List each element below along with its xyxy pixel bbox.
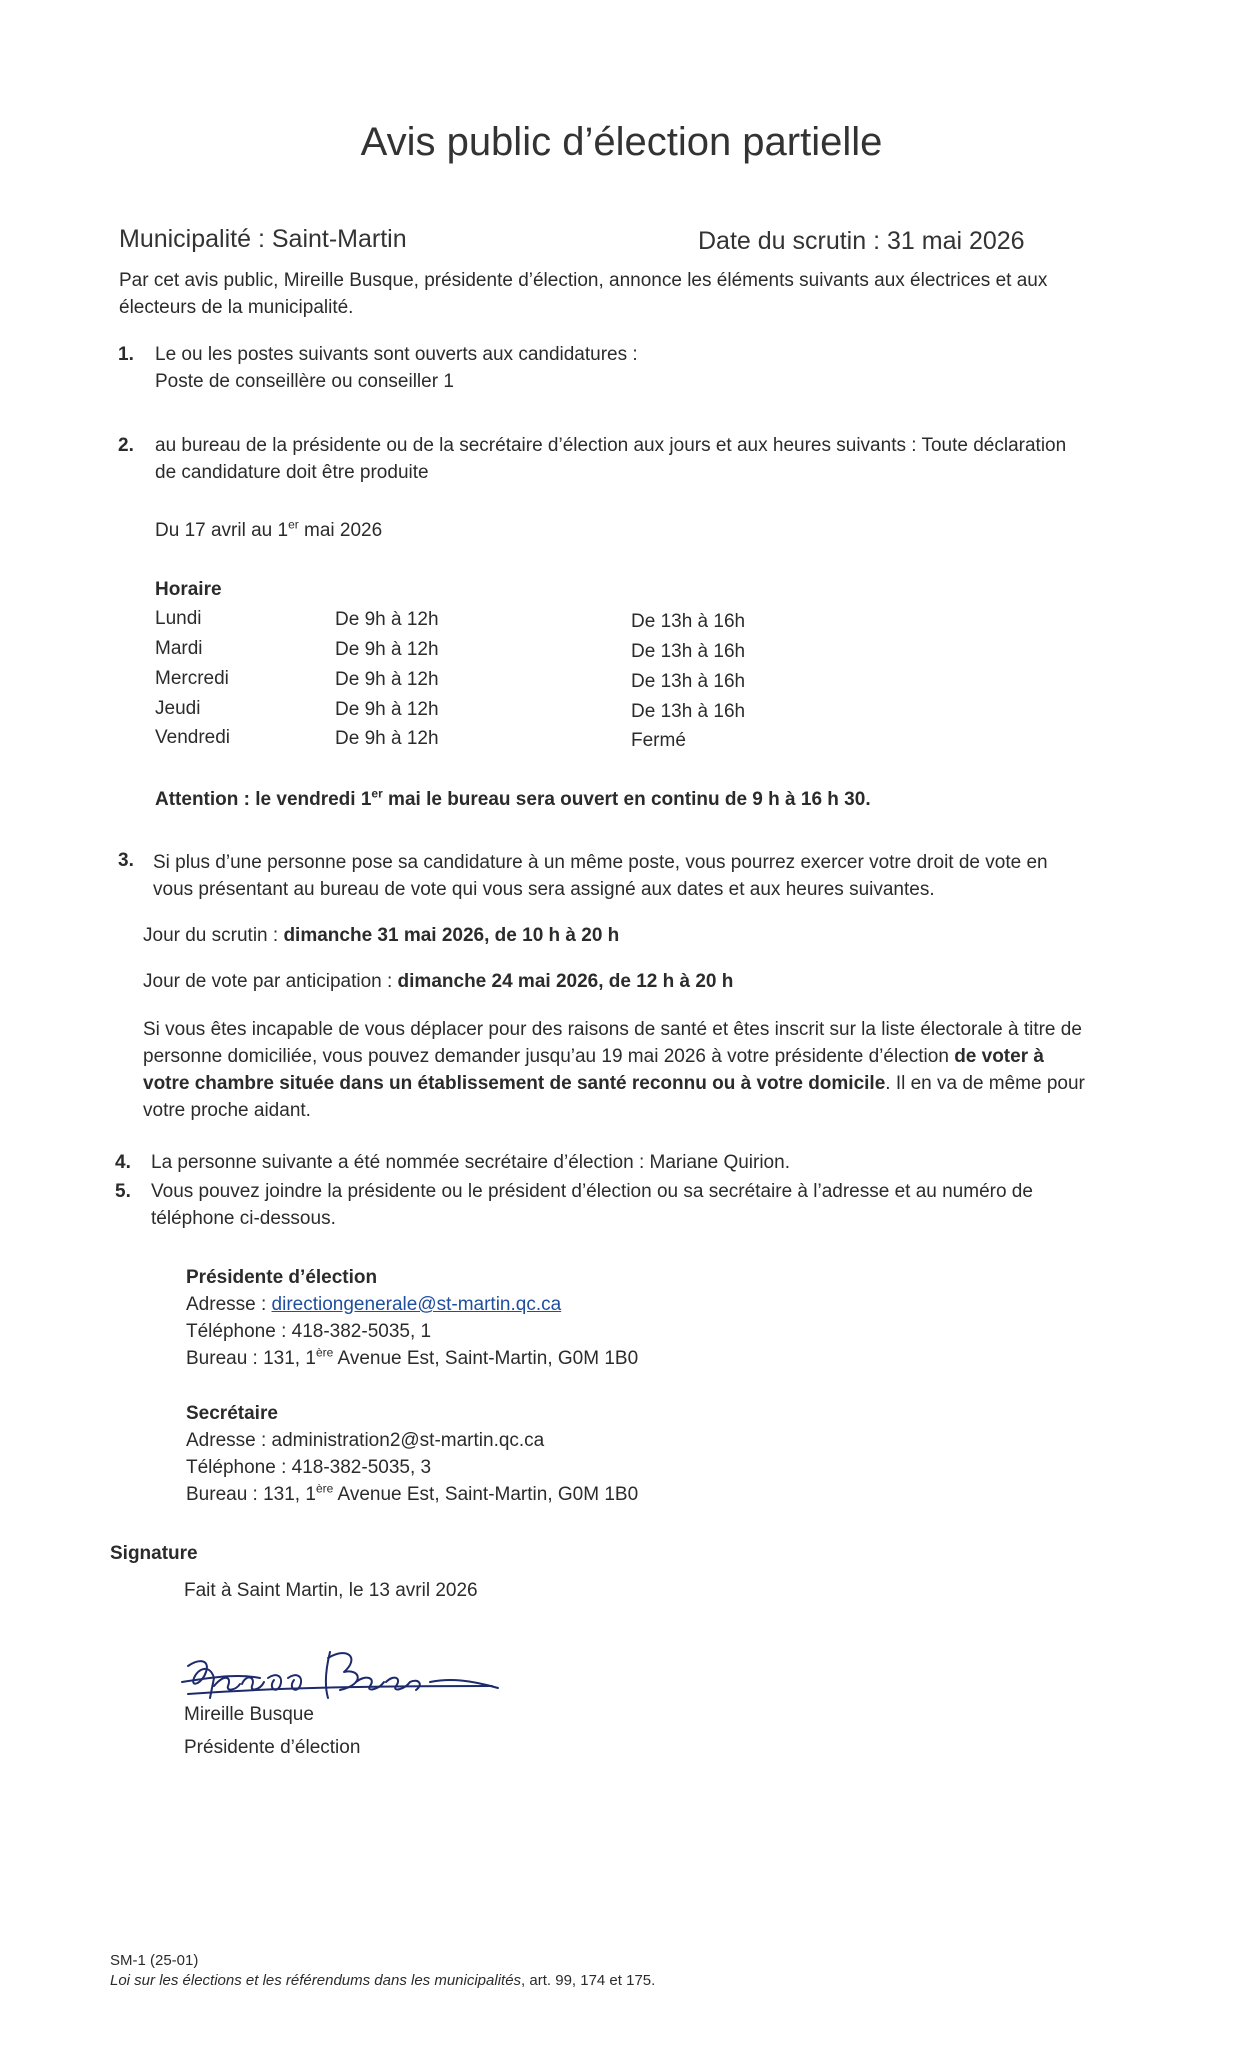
secretaire-office-superscript: ère: [315, 1481, 334, 1496]
presidente-office-suffix: Avenue Est, Saint-Martin, G0M 1B0: [333, 1348, 639, 1369]
anticipation-day: [143, 968, 733, 995]
schedule-morning: De 9h à 12h: [335, 728, 439, 749]
presidente-address: [186, 1291, 561, 1318]
schedule-afternoon: De 13h à 16h: [631, 641, 746, 662]
health-paragraph-line-1: Si vous êtes incapable de vous déplacer pour des raisons de santé et êtes inscrit sur la liste électorale à titre de: [143, 1019, 1082, 1040]
item-3-line-2: vous présentant au bureau de vote qui vous sera assigné aux dates et aux heures suivantes.: [153, 879, 935, 900]
law-title: Loi sur les élections et les référendums dans les municipalités: [110, 1972, 522, 1989]
form-code: SM-1 (25-01): [110, 1952, 199, 1969]
schedule-morning: De 9h à 12h: [335, 699, 439, 720]
schedule-day: Mardi: [155, 638, 203, 659]
item-1-line-2: Poste de conseillère ou conseiller 1: [155, 371, 454, 392]
scrutin-value: dimanche 31 mai 2026, de 10 h à 20 h: [283, 925, 620, 946]
secretaire-address: Adresse : administration2@st-martin.qc.ca: [186, 1430, 545, 1451]
schedule-afternoon: De 13h à 16h: [631, 611, 746, 632]
schedule-morning: De 9h à 12h: [335, 639, 439, 660]
schedule-day: Mercredi: [155, 668, 229, 689]
item-5-line-1: Vous pouvez joindre la présidente ou le président d’élection ou sa secrétaire à l’adresse et au numéro de: [151, 1181, 1033, 1202]
schedule-day: Vendredi: [155, 727, 231, 748]
presidente-title: Présidente d’élection: [186, 1267, 378, 1288]
secretaire-office-prefix: Bureau : 131, 1: [186, 1484, 316, 1505]
presidente-office-prefix: Bureau : 131, 1: [186, 1348, 316, 1369]
item-5-number: 5.: [115, 1181, 131, 1202]
presidente-address-label: Adresse :: [186, 1294, 272, 1315]
schedule-afternoon: De 13h à 16h: [631, 701, 746, 722]
scrutin-label: Jour du scrutin :: [143, 925, 284, 946]
period-suffix: mai 2026: [298, 520, 383, 541]
item-1-number: 1.: [118, 344, 134, 365]
municipality-line: [119, 223, 407, 255]
item-1-line-1: Le ou les postes suivants sont ouverts aux candidatures :: [155, 344, 638, 365]
item-5-line-2: téléphone ci-dessous.: [151, 1208, 336, 1229]
intro-line-1: Par cet avis public, Mireille Busque, présidente d’élection, annonce les éléments suivants aux électrices et aux: [119, 270, 1048, 291]
secretaire-office: [186, 1481, 638, 1508]
health-paragraph-line-2: [143, 1043, 1044, 1070]
signature-heading: Signature: [110, 1543, 198, 1564]
item-3-line-1: Si plus d’une personne pose sa candidature à un même poste, vous pourrez exercer votre droit de vote en: [153, 852, 1048, 873]
schedule-day: Lundi: [155, 608, 202, 629]
schedule-day: Jeudi: [155, 698, 201, 719]
period-superscript: er: [288, 517, 299, 532]
anticipation-value: dimanche 24 mai 2026, de 12 h à 20 h: [397, 971, 734, 992]
presidente-office: [186, 1345, 638, 1372]
signatory-name: Mireille Busque: [184, 1704, 314, 1725]
health-text-bold-b: votre chambre située dans un établissement de santé reconnu ou à votre domicile: [143, 1073, 886, 1094]
presidente-office-superscript: ère: [315, 1345, 334, 1360]
secretaire-office-suffix: Avenue Est, Saint-Martin, G0M 1B0: [333, 1484, 639, 1505]
signatory-role: Présidente d’élection: [184, 1737, 361, 1758]
schedule-afternoon: Fermé: [631, 730, 686, 751]
period-prefix: Du 17 avril au 1: [155, 520, 289, 541]
secretaire-title: Secrétaire: [186, 1403, 278, 1424]
municipality-value: Saint-Martin: [271, 225, 407, 253]
schedule-afternoon: De 13h à 16h: [631, 671, 746, 692]
page-title: Avis public d’élection partielle: [360, 120, 883, 164]
presidente-phone: Téléphone : 418-382-5035, 1: [186, 1321, 432, 1342]
health-paragraph-line-4: votre proche aidant.: [143, 1100, 311, 1121]
presidente-email-link[interactable]: directiongenerale@st-martin.qc.ca: [271, 1294, 562, 1315]
item-4-number: 4.: [115, 1152, 131, 1173]
date-value: 31 mai 2026: [886, 227, 1025, 255]
attention-superscript: er: [371, 786, 383, 801]
attention-notice: [155, 786, 871, 813]
item-2-number: 2.: [118, 435, 134, 456]
anticipation-label: Jour de vote par anticipation :: [143, 971, 398, 992]
law-reference: [110, 1971, 655, 1991]
schedule-title: Horaire: [155, 579, 222, 600]
health-text-bold-a: de voter à: [954, 1046, 1044, 1067]
health-text-a: personne domiciliée, vous pouvez demander jusqu’au 19 mai 2026 à votre présidente d’élection: [143, 1046, 955, 1067]
scrutin-day: [143, 922, 619, 949]
secretaire-phone: Téléphone : 418-382-5035, 3: [186, 1457, 432, 1478]
item-4-text: La personne suivante a été nommée secrétaire d’élection : Mariane Quirion.: [151, 1152, 790, 1173]
health-paragraph-line-3: [143, 1070, 1085, 1097]
item-2-line-1: au bureau de la présidente ou de la secrétaire d’élection aux jours et aux heures suivants : Toute déclaration: [155, 435, 1067, 456]
intro-line-2: électeurs de la municipalité.: [119, 297, 354, 318]
attention-suffix: mai le bureau sera ouvert en continu de 9 h à 16 h 30.: [382, 789, 871, 810]
candidature-period: [155, 517, 382, 544]
date-line: [698, 225, 1025, 257]
schedule-morning: De 9h à 12h: [335, 669, 439, 690]
municipality-label: Municipalité :: [119, 225, 265, 253]
health-text-b: . Il en va de même pour: [885, 1073, 1085, 1094]
attention-prefix: Attention : le vendredi 1: [155, 789, 372, 810]
date-label: Date du scrutin :: [698, 227, 881, 255]
schedule-morning: De 9h à 12h: [335, 609, 439, 630]
item-3-number: 3.: [118, 850, 134, 871]
law-articles: , art. 99, 174 et 175.: [521, 1972, 656, 1989]
signature-place-date: Fait à Saint Martin, le 13 avril 2026: [184, 1580, 478, 1601]
item-2-line-2: de candidature doit être produite: [155, 462, 429, 483]
